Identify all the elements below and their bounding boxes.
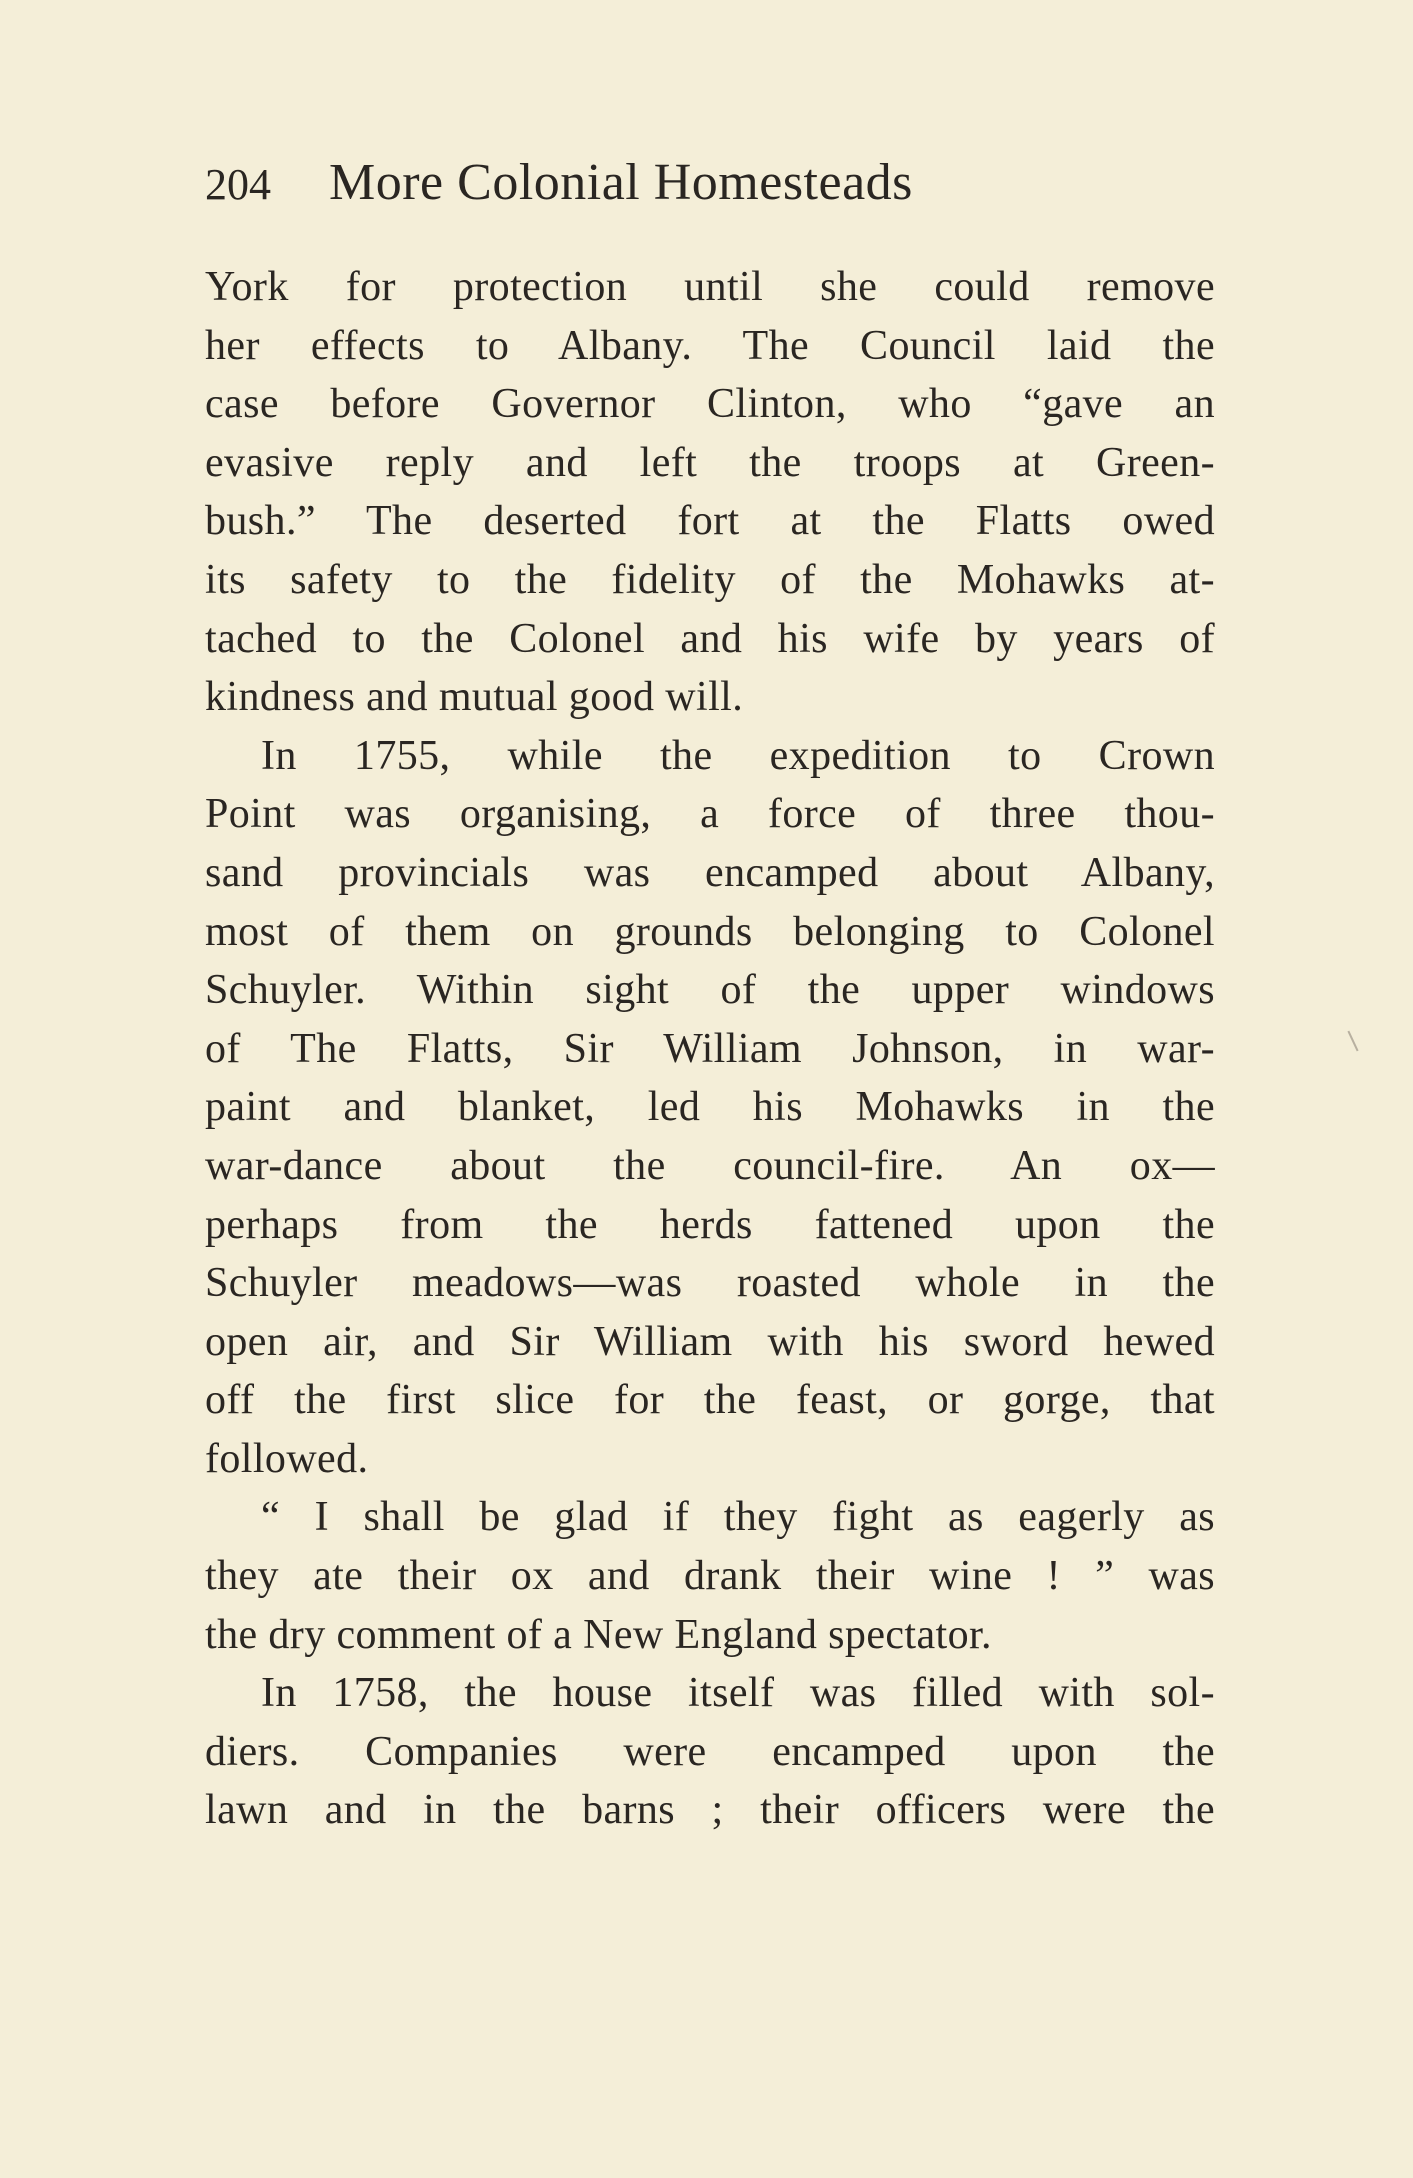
text-line: York for protection until she could remove xyxy=(205,264,1215,310)
text-line: followed. xyxy=(205,1435,369,1482)
body-text xyxy=(205,258,1215,1840)
text-line: its safety to the fidelity of the Mohawks at- xyxy=(205,556,1215,603)
text-line: paint and blanket, led his Mohawks in the xyxy=(205,1084,1215,1131)
text-line: Point was organising, a force of three thou- xyxy=(205,791,1215,838)
text-line: perhaps from the herds fattened upon the xyxy=(205,1201,1215,1248)
text-line: tached to the Colonel and his wife by years of xyxy=(205,615,1215,662)
text-line: war-dance about the council-fire. An ox— xyxy=(205,1142,1215,1189)
margin-mark xyxy=(1347,1031,1358,1052)
text-line: the dry comment of a New England spectator. xyxy=(205,1611,992,1658)
text-line: open air, and Sir William with his sword hewed xyxy=(205,1318,1215,1365)
text-line: bush.” The deserted fort at the Flatts owed xyxy=(205,498,1215,545)
text-line: Schuyler meadows—was roasted whole in the xyxy=(205,1260,1215,1307)
paragraph-first-line: In 1758, the house itself was filled with sol- xyxy=(261,1670,1215,1717)
text-line: diers. Companies were encamped upon the xyxy=(205,1728,1215,1775)
text-line: kindness and mutual good will. xyxy=(205,674,744,721)
text-line: sand provincials was encamped about Albany, xyxy=(205,849,1215,896)
paragraph-first-line: “ I shall be glad if they fight as eagerly as xyxy=(261,1494,1215,1541)
text-line: off the first slice for the feast, or gorge, that xyxy=(205,1377,1215,1424)
text-line: her effects to Albany. The Council laid the xyxy=(205,322,1215,369)
page-number: 204 xyxy=(205,160,271,209)
text-line: most of them on grounds belonging to Colonel xyxy=(205,908,1215,955)
text-line: evasive reply and left the troops at Green- xyxy=(205,439,1215,486)
text-line: lawn and in the barns ; their officers were the xyxy=(205,1787,1215,1834)
text-line: they ate their ox and drank their wine ! ” was xyxy=(205,1553,1215,1600)
running-title: More Colonial Homesteads xyxy=(329,154,913,211)
running-head xyxy=(205,148,1215,218)
paragraph-first-line: In 1755, while the expedition to Crown xyxy=(261,732,1215,779)
text-line: case before Governor Clinton, who “gave an xyxy=(205,381,1215,428)
text-line: Schuyler. Within sight of the upper windows xyxy=(205,967,1215,1014)
text-line: of The Flatts, Sir William Johnson, in war- xyxy=(205,1025,1215,1072)
